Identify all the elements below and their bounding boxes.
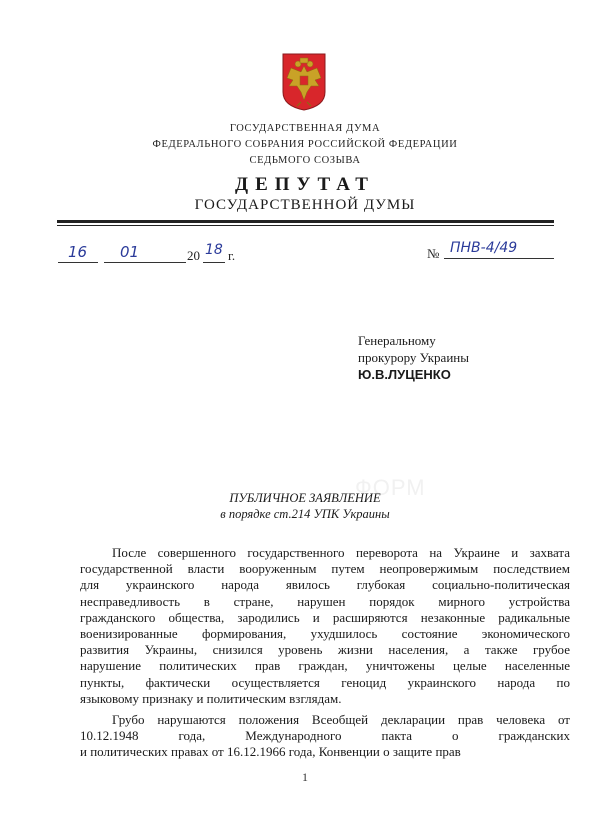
coat-of-arms-icon	[281, 52, 327, 112]
org-name-line1: ГОСУДАРСТВЕННАЯ ДУМА	[229, 123, 381, 134]
paragraph-1	[80, 545, 570, 707]
reg-number-underline	[444, 258, 554, 259]
reg-number: ПНВ-4/49	[450, 240, 518, 256]
date-year-suffix: 18	[205, 242, 223, 258]
paragraph-line: и политических правах от 16.12.1966 года, Конвенции о защите прав	[80, 744, 461, 760]
paragraph-line: 10.12.1948 года, Международного пакта о гражданских	[80, 728, 570, 744]
paragraph-line: развития Украины, снизился уровень жизни населения, а также грубое	[80, 642, 570, 658]
date-year-underline	[203, 262, 225, 263]
paragraph-line: После совершенного государственного переворота на Украине и захвата	[112, 545, 570, 560]
addressee-line1: Генеральному	[358, 333, 436, 348]
statement-subtitle: в порядке ст.214 УПК Украины	[220, 507, 390, 521]
watermark-faint: ФОРМ	[355, 475, 426, 500]
org-name-line3: СЕДЬМОГО СОЗЫВА	[249, 155, 361, 166]
page-number: 1	[302, 770, 308, 784]
date-month: 01	[120, 243, 140, 261]
deputat-heading: ДЕПУТАТ	[235, 174, 375, 195]
paragraph-2	[80, 712, 570, 761]
paragraph-line: нарушение политических прав граждан, уничтожены целые населенные	[80, 658, 570, 674]
paragraph-line: гражданского общества, зародились и расширяются незаконные радикальные	[80, 609, 570, 625]
date-month-underline	[104, 262, 186, 263]
statement-title: ПУБЛИЧНОЕ ЗАЯВЛЕНИЕ	[229, 491, 381, 505]
date-day-underline	[58, 262, 98, 263]
date-day: 16	[68, 243, 88, 261]
header-divider-thin	[57, 225, 554, 226]
header-divider-thick	[57, 220, 554, 223]
date-year-prefix: 20	[187, 248, 200, 263]
date-year-mark: г.	[228, 248, 236, 263]
paragraph-line: пункты, фактически осуществляется геноцид украинского народа по	[80, 674, 570, 690]
gosduma-heading: ГОСУДАРСТВЕННОЙ ДУМЫ	[194, 197, 416, 213]
paragraph-line: военизированные формирования, ухудшилось состояние экономического	[80, 626, 570, 642]
paragraph-line: несправедливость в стране, нарушен порядок мирного устройства	[80, 593, 570, 609]
addressee-name: Ю.В.ЛУЦЕНКО	[358, 367, 451, 382]
paragraph-line: государственной власти вооруженным путем неопровержимым последствием	[80, 561, 570, 577]
reg-number-sign: №	[427, 246, 440, 261]
paragraph-line: Грубо нарушаются положения Всеобщей декларации прав человека от	[112, 712, 570, 727]
paragraph-line: языковому признаку и политическим взглядам.	[80, 690, 342, 706]
paragraph-line: для украинского народа явилось глубокая социально-политическая	[80, 577, 570, 593]
org-name-line2: ФЕДЕРАЛЬНОГО СОБРАНИЯ РОССИЙСКОЙ ФЕДЕРАЦИИ	[152, 139, 458, 150]
addressee-line2: прокурору Украины	[358, 350, 469, 365]
